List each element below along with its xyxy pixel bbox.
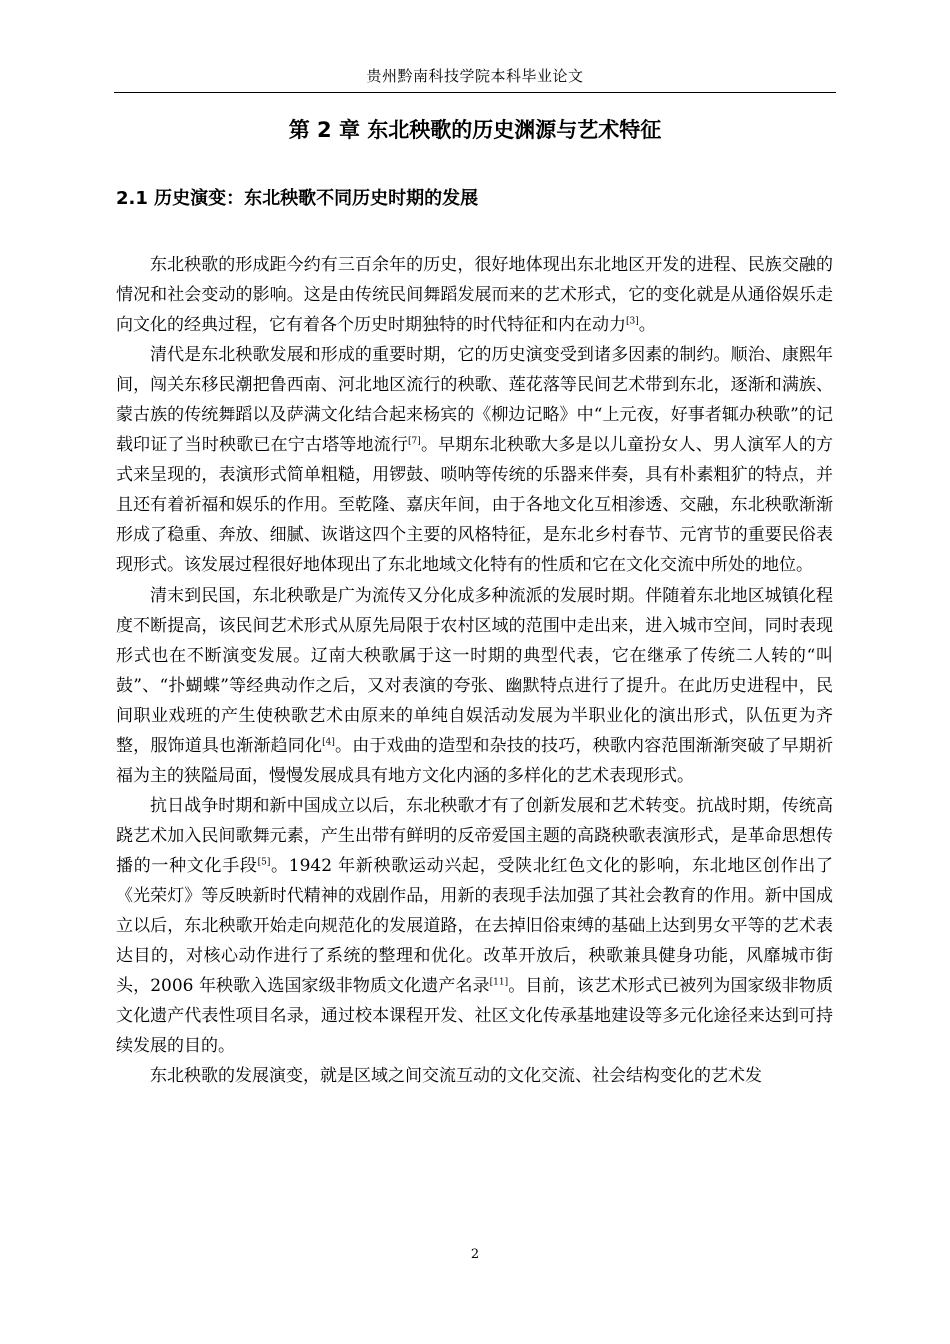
paragraph-text: 。早期东北秧歌大多是以儿童扮女人、男人演军人的方式来呈现的，表演形式简单粗糙，用锣鼓、唢呐等传统的乐器来伴奏，具有朴素粗犷的特点，并且还有着祈福和娱乐的作用。至乾隆、嘉庆年间，由于各地文化互相渗透、交融，东北秧歌渐渐形成了稳重、奔放、细腻、诙谐这四个主要的风格特征，是东北乡村春节、元宵节的重要民俗表现形式。该发展过程很好地体现出了东北地域文化特有的性质和它在文化交流中所处的地位。: [116, 435, 834, 576]
citation: [4]: [322, 737, 335, 747]
running-header: 贵州黔南科技学院本科毕业论文: [366, 67, 584, 85]
page-number: 2: [470, 1247, 480, 1262]
paragraph-text: 东北秧歌的发展演变，就是区域之间交流互动的文化交流、社会结构变化的艺术发: [150, 1066, 762, 1087]
paragraph-text: 。目前，该艺术形式已被列为国家级非物质文化遗产代表性项目名录，通过校本课程开发、社区文化传承基地建设等多元化途径来达到可持续发展的目的。: [116, 976, 833, 1057]
citation: [11]: [489, 977, 509, 988]
paragraph-text: 清代是东北秧歌发展和形成的重要时期，它的历史演变受到诸多因素的制约。顺治、康熙年间，闯关东移民潮把鲁西南、河北地区流行的秧歌、莲花落等民间艺术带到东北，逐渐和满族、蒙古族的传统舞蹈以及萨满文化结合起来杨宾的《柳边记略》中“上元夜，好事者辄办秧歌”的记载印证了当时秧歌已在宁古塔等地流行: [116, 345, 833, 456]
paragraph-5: [116, 1061, 833, 1091]
body-text: [116, 250, 833, 1091]
citation: [3]: [626, 316, 639, 327]
paragraph-2: [116, 340, 833, 580]
paragraph-text: 东北秧歌的形成距今约有三百余年的历史，很好地体现出东北地区开发的进程、民族交融的情况和社会变动的影响。这是由传统民间舞蹈发展而来的艺术形式，它的变化就是从通俗娱乐走向文化的经典过程，它有着各个历史时期独特的时代特征和内在动力: [116, 255, 833, 336]
paragraph-3: [116, 581, 833, 791]
paragraph-text: 清末到民国，东北秧歌是广为流传又分化成多种流派的发展时期。伴随着东北地区城镇化程度不断提高，该民间艺术形式从原先局限于农村区域的范围中走出来，进入城市空间，同时表现形式也在不断演变发展。辽南大秧歌属于这一时期的典型代表，它在继承了传统二人转的“叫鼓”、“扑蝴蝶”等经典动作之后，又对表演的夸张、幽默特点进行了提升。在此历史进程中，民间职业戏班的产生使秧歌艺术由原来的单纯自娱活动发展为半职业化的演出形式，队伍更为齐整，服饰道具也渐渐趋同化: [116, 585, 833, 756]
header-rule: [114, 92, 836, 93]
citation: [7]: [408, 436, 421, 447]
citation: [5]: [257, 857, 271, 868]
chapter-title: 第 2 章 东北秧歌的历史渊源与艺术特征: [288, 118, 662, 142]
paragraph-4: [116, 791, 833, 1061]
paragraph-text: 。: [638, 315, 656, 336]
paragraph-1: [116, 250, 833, 340]
section-heading: 2.1 历史演变：东北秧歌不同历史时期的发展: [116, 188, 479, 209]
paragraph-text: 。1942 年新秧歌运动兴起，受陕北红色文化的影响，东北地区创作出了《光荣灯》等反映新时代精神的戏剧作品，用新的表现手法加强了其社会教育的作用。新中国成立以后，东北秧歌开始走向规范化的发展道路，在去掉旧俗束缚的基础上达到男女平等的艺术表达目的，对核心动作进行了系统的整理和优化。改革开放后，秧歌兼具健身功能，风靡城市街头，2006 年秧歌入选国家级非物质文化遗产名录: [116, 855, 834, 997]
paragraph-text: 。由于戏曲的造型和杂技的技巧，秧歌内容范围渐渐突破了早期祈福为主的狭隘局面，慢慢发展成具有地方文化内涵的多样化的艺术表现形式。: [116, 735, 834, 786]
paragraph-text: 抗日战争时期和新中国成立以后，东北秧歌才有了创新发展和艺术转变。抗战时期，传统高跷艺术加入民间歌舞元素，产生出带有鲜明的反帝爱国主题的高跷秧歌表演形式，是革命思想传播的一种文化手段: [116, 795, 833, 876]
